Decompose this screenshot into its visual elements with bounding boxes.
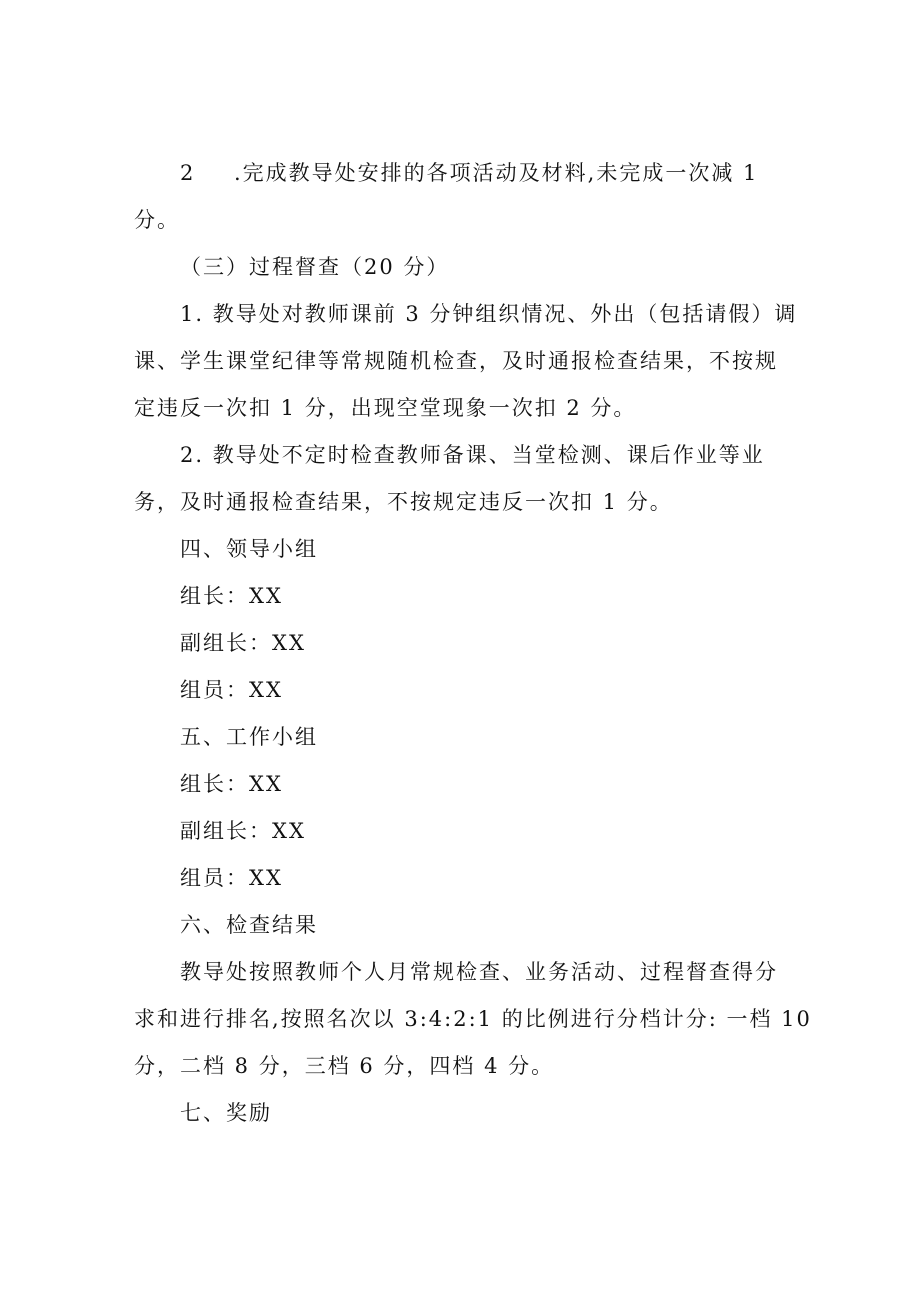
leadership-group-leader: 组长：XX xyxy=(180,584,283,608)
paragraph-1-line-2: 课、学生课堂纪律等常规随机检查，及时通报检查结果，不按规 xyxy=(134,349,778,373)
paragraph-2-line-2: 务，及时通报检查结果，不按规定违反一次扣 1 分。 xyxy=(134,490,673,514)
paragraph-1-line-3: 定违反一次扣 1 分，出现空堂现象一次扣 2 分。 xyxy=(134,396,637,420)
leadership-group-deputy: 副组长：XX xyxy=(180,631,306,655)
paragraph-3-line-3: 分，二档 8 分，三档 6 分，四档 4 分。 xyxy=(134,1054,555,1078)
item-2-continuation: 分。 xyxy=(134,208,180,232)
paragraph-3-line-1: 教导处按照教师个人月常规检查、业务活动、过程督查得分 xyxy=(180,960,778,984)
heading-leadership-group: 四、领导小组 xyxy=(180,537,318,561)
item-2-line xyxy=(180,158,758,188)
item-2-text: .完成教导处安排的各项活动及材料,未完成一次减 1 xyxy=(234,161,759,185)
work-group-member: 组员：XX xyxy=(180,866,283,890)
work-group-leader: 组长：XX xyxy=(180,772,283,796)
work-group-deputy: 副组长：XX xyxy=(180,819,306,843)
heading-work-group: 五、工作小组 xyxy=(180,725,318,749)
paragraph-3-line-2: 求和进行排名,按照名次以 3:4:2:1 的比例进行分档计分: 一档 10 xyxy=(134,1007,812,1031)
paragraph-2-line-1: 2. 教导处不定时检查教师备课、当堂检测、课后作业等业 xyxy=(180,443,765,467)
leadership-group-member: 组员：XX xyxy=(180,678,283,702)
section-3-title: （三）过程督查（20 分） xyxy=(180,255,450,279)
heading-rewards: 七、奖励 xyxy=(180,1101,272,1125)
heading-inspection-results: 六、检查结果 xyxy=(180,913,318,937)
paragraph-1-line-1: 1. 教导处对教师课前 3 分钟组织情况、外出（包括请假）调 xyxy=(180,302,798,326)
item-2-number: 2 xyxy=(180,161,196,185)
